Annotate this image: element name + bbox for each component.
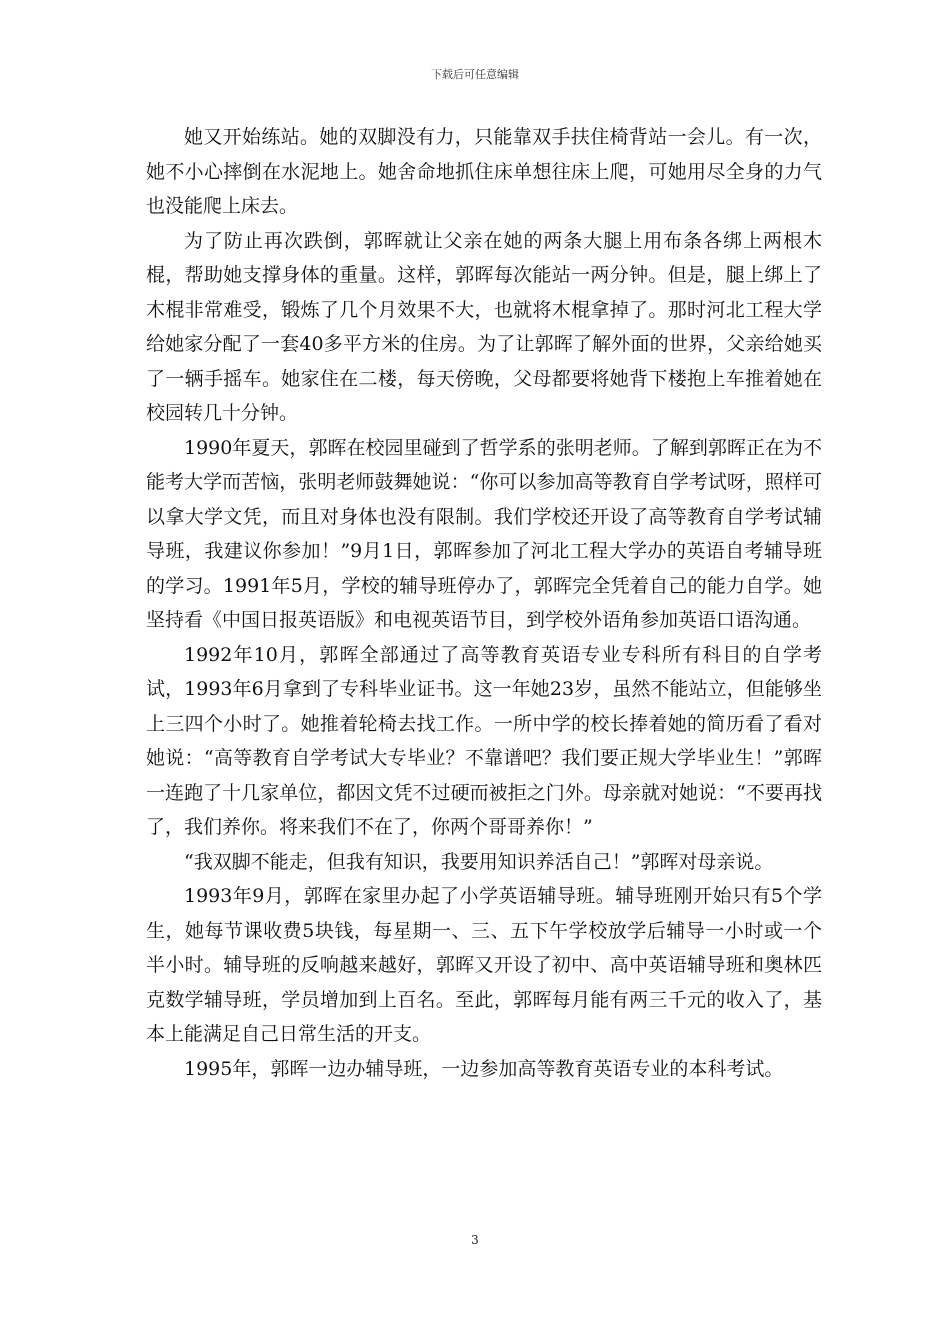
page-number: 3 xyxy=(471,1233,479,1247)
document-body xyxy=(146,120,822,1086)
paragraph-3: 1990年夏天，郭晖在校园里碰到了哲学系的张明老师。了解到郭晖正在为不能考大学而苦恼，张明老师鼓舞她说：“你可以参加高等教育自学考试呀，照样可以拿大学文凭，而且对身体也没有限制。我们学校还开设了高等教育自学考试辅导班，我建议你参加！”9月1日，郭晖参加了河北工程大学办的英语自考辅导班的学习。1991年5月，学校的辅导班停办了，郭晖完全凭着自己的能力自学。她坚持看《中国日报英语版》和电视英语节目，到学校外语角参加英语口语沟通。 xyxy=(146,436,822,631)
paragraph-7: 1995年，郭晖一边办辅导班，一边参加高等教育英语专业的本科考试。 xyxy=(184,1057,784,1080)
paragraph-2: 为了防止再次跌倒，郭晖就让父亲在她的两条大腿上用布条各绑上两根木棍，帮助她支撑身体的重量。这样，郭晖每次能站一两分钟。但是，腿上绑上了木棍非常难受，锻炼了几个月效果不大，也就将木棍拿掉了。那时河北工程大学给她家分配了一套40多平方米的住房。为了让郭晖了解外面的世界，父亲给她买了一辆手摇车。她家住在二楼，每天傍晚，父母都要将她背下楼抱上车推着她在校园转几十分钟。 xyxy=(146,229,822,424)
paragraph-1: 她又开始练站。她的双脚没有力，只能靠双手扶住椅背站一会儿。有一次，她不小心摔倒在水泥地上。她舍命地抓住床单想往床上爬，可她用尽全身的力气也没能爬上床去。 xyxy=(146,126,822,217)
paragraph-4: 1992年10月，郭晖全部通过了高等教育英语专业专科所有科目的自学考试，1993年6月拿到了专科毕业证书。这一年她23岁，虽然不能站立，但能够坐上三四个小时了。她推着轮椅去找工作。一所中学的校长捧着她的简历看了看对她说：“高等教育自学考试大专毕业？不靠谱吧？我们要正规大学毕业生！”郭晖一连跑了十几家单位，都因文凭不过硬而被拒之门外。母亲就对她说：“不要再找了，我们养你。将来我们不在了，你两个哥哥养你！” xyxy=(146,643,822,838)
page-header: 下载后可任意编辑 xyxy=(431,68,519,81)
paragraph-6: 1993年9月，郭晖在家里办起了小学英语辅导班。辅导班刚开始只有5个学生，她每节课收费5块钱，每星期一、三、五下午学校放学后辅导一小时或一个半小时。辅导班的反响越来越好，郭晖又开设了初中、高中英语辅导班和奥林匹克数学辅导班，学员增加到上百名。至此，郭晖每月能有两三千元的收入了，基本上能满足自己日常生活的开支。 xyxy=(146,885,822,1045)
paragraph-5: “我双脚不能走，但我有知识，我要用知识养活自己！”郭晖对母亲说。 xyxy=(184,850,774,873)
